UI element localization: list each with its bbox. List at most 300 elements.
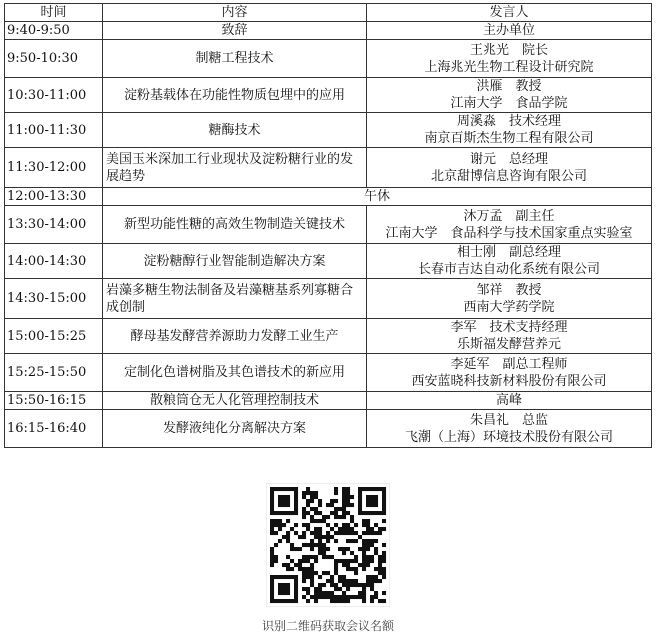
qr-module (310, 567, 314, 571)
qr-module (270, 523, 274, 527)
qr-module (374, 531, 378, 535)
qr-module (310, 583, 314, 587)
qr-module (342, 515, 346, 519)
qr-module (290, 527, 294, 531)
qr-module (322, 583, 326, 587)
qr-module (326, 523, 330, 527)
qr-module (302, 543, 306, 547)
qr-module (378, 559, 382, 563)
qr-module (346, 587, 350, 591)
qr-module (350, 579, 354, 583)
qr-module (334, 531, 338, 535)
row-speaker (367, 279, 652, 319)
qr-module (286, 503, 290, 507)
qr-module (310, 495, 314, 499)
qr-module (322, 547, 326, 551)
qr-module (326, 535, 330, 539)
qr-module (366, 543, 370, 547)
qr-module (270, 495, 274, 499)
qr-module (302, 511, 306, 515)
qr-module (370, 575, 374, 579)
qr-module (354, 531, 358, 535)
speaker-org: 北京甜博信息咨询有限公司 (430, 168, 587, 184)
qr-module (374, 547, 378, 551)
qr-module (338, 559, 342, 563)
qr-module (342, 487, 346, 491)
qr-module (362, 591, 366, 595)
qr-module (346, 487, 350, 491)
qr-module (294, 595, 298, 599)
qr-module (270, 599, 274, 603)
qr-module (366, 503, 370, 507)
qr-module (378, 571, 382, 575)
agenda-row (5, 244, 652, 279)
qr-module (370, 527, 374, 531)
qr-module (346, 495, 350, 499)
qr-module (338, 527, 342, 531)
qr-module (306, 571, 310, 575)
qr-module (342, 531, 346, 535)
qr-module (342, 595, 346, 599)
row-topic: 发酵液纯化分离解决方案 (103, 410, 367, 448)
qr-module (366, 563, 370, 567)
qr-module (278, 499, 282, 503)
qr-module (342, 583, 346, 587)
speaker-org: 江南大学 食品科学与技术国家重点实验室 (385, 225, 633, 241)
qr-module (374, 511, 378, 515)
row-topic: 岩藻多糖生物法制备及岩藻糖基系列寡糖合成创制 (103, 279, 367, 319)
qr-module (270, 519, 274, 523)
qr-module (354, 559, 358, 563)
qr-module (346, 503, 350, 507)
qr-module (350, 583, 354, 587)
qr-module (294, 491, 298, 495)
row-speaker (367, 113, 652, 148)
qr-module (378, 599, 382, 603)
row-time: 9:40-9:50 (5, 22, 103, 40)
qr-module (270, 555, 274, 559)
qr-module (342, 559, 346, 563)
qr-module (306, 511, 310, 515)
qr-module (306, 599, 310, 603)
qr-module (278, 575, 282, 579)
qr-module (362, 599, 366, 603)
qr-module (278, 591, 282, 595)
qr-module (342, 563, 346, 567)
qr-module (346, 523, 350, 527)
qr-module (306, 567, 310, 571)
agenda-row (5, 40, 652, 78)
qr-module (370, 543, 374, 547)
qr-module (382, 567, 386, 571)
qr-module (334, 595, 338, 599)
qr-module (330, 599, 334, 603)
qr-module (282, 487, 286, 491)
qr-module (346, 547, 350, 551)
qr-module (382, 519, 386, 523)
qr-module (378, 563, 382, 567)
qr-module (358, 591, 362, 595)
row-speaker (367, 148, 652, 188)
row-time: 15:00-15:25 (5, 319, 103, 354)
qr-module (282, 499, 286, 503)
qr-module (318, 551, 322, 555)
qr-module (286, 583, 290, 587)
speaker-name: 邹祥 教授 (476, 282, 542, 298)
qr-module (326, 539, 330, 543)
qr-module (270, 579, 274, 583)
qr-module (294, 507, 298, 511)
qr-module (366, 511, 370, 515)
header-topic: 内容 (103, 4, 367, 22)
qr-module (358, 535, 362, 539)
qr-module (302, 595, 306, 599)
qr-module (370, 587, 374, 591)
qr-module (374, 551, 378, 555)
agenda-body (5, 22, 652, 448)
qr-module (278, 599, 282, 603)
qr-module (294, 523, 298, 527)
qr-module (270, 591, 274, 595)
speaker-name: 周溪淼 技术经理 (456, 114, 561, 129)
qr-module (374, 523, 378, 527)
qr-module (382, 543, 386, 547)
qr-module (342, 575, 346, 579)
row-time: 10:30-11:00 (5, 78, 103, 113)
qr-module (330, 511, 334, 515)
qr-module (346, 563, 350, 567)
qr-module (274, 511, 278, 515)
qr-module (354, 567, 358, 571)
qr-module (282, 583, 286, 587)
row-time: 12:00-13:30 (5, 188, 103, 206)
qr-module (298, 567, 302, 571)
speaker-name: 李军 技术支持经理 (450, 320, 568, 335)
qr-module (338, 599, 342, 603)
qr-module (282, 535, 286, 539)
speaker-org: 乐斯福发酵营养元 (456, 337, 561, 352)
qr-module (310, 499, 314, 503)
speaker-name: 高峰 (495, 393, 522, 408)
qr-module (302, 575, 306, 579)
qr-module (270, 587, 274, 591)
qr-module (362, 555, 366, 559)
qr-module (302, 579, 306, 583)
qr-module (374, 567, 378, 571)
qr-module (346, 527, 350, 531)
qr-module (370, 487, 374, 491)
qr-module (294, 487, 298, 491)
qr-module (362, 531, 366, 535)
qr-module (362, 487, 366, 491)
header-speaker: 发言人 (367, 4, 652, 22)
qr-module (282, 511, 286, 515)
qr-module (310, 543, 314, 547)
qr-module (362, 519, 366, 523)
qr-module (350, 531, 354, 535)
qr-module (294, 511, 298, 515)
row-speaker (367, 244, 652, 279)
qr-module (374, 539, 378, 543)
qr-module (346, 539, 350, 543)
qr-module (374, 579, 378, 583)
qr-module (330, 503, 334, 507)
qr-module (374, 499, 378, 503)
qr-module (362, 563, 366, 567)
qr-module (370, 579, 374, 583)
row-speaker (367, 410, 652, 448)
qr-module (310, 571, 314, 575)
qr-module (302, 535, 306, 539)
qr-module (314, 491, 318, 495)
row-time: 15:50-16:15 (5, 392, 103, 410)
qr-module (286, 599, 290, 603)
qr-module (362, 539, 366, 543)
qr-module (342, 579, 346, 583)
qr-module (322, 551, 326, 555)
row-time: 11:00-11:30 (5, 113, 103, 148)
qr-module (354, 539, 358, 543)
qr-module (330, 575, 334, 579)
qr-module (278, 503, 282, 507)
qr-module (358, 503, 362, 507)
qr-module (302, 559, 306, 563)
qr-module (334, 511, 338, 515)
qr-module (310, 539, 314, 543)
agenda-row (5, 354, 652, 392)
row-time: 13:30-14:00 (5, 206, 103, 244)
qr-module (338, 587, 342, 591)
header-time: 时间 (5, 4, 103, 22)
qr-module (294, 503, 298, 507)
qr-module (314, 571, 318, 575)
qr-module (310, 547, 314, 551)
qr-module (342, 495, 346, 499)
row-topic: 淀粉糖醇行业智能制造解决方案 (103, 244, 367, 279)
qr-module (310, 519, 314, 523)
qr-module (270, 491, 274, 495)
qr-module (326, 503, 330, 507)
qr-module (270, 559, 274, 563)
speaker-name: 沐万孟 副主任 (463, 208, 555, 224)
qr-module (326, 571, 330, 575)
qr-module (318, 539, 322, 543)
qr-module (382, 503, 386, 507)
qr-module (378, 555, 382, 559)
qr-module (318, 519, 322, 523)
qr-module (302, 555, 306, 559)
qr-module (270, 547, 274, 551)
qr-module (370, 503, 374, 507)
qr-module (294, 547, 298, 551)
qr-module (274, 523, 278, 527)
qr-module (286, 531, 290, 535)
qr-module (330, 591, 334, 595)
row-time: 16:15-16:40 (5, 410, 103, 448)
qr-module (338, 507, 342, 511)
qr-module (382, 575, 386, 579)
qr-module (310, 555, 314, 559)
agenda-row (5, 148, 652, 188)
qr-module (366, 495, 370, 499)
qr-module (342, 547, 346, 551)
qr-module (334, 563, 338, 567)
qr-module (310, 507, 314, 511)
agenda-table (4, 3, 652, 448)
qr-module (314, 555, 318, 559)
row-speaker (367, 40, 652, 78)
row-topic: 制糖工程技术 (103, 40, 367, 78)
row-topic: 淀粉基载体在功能性物质包埋中的应用 (103, 78, 367, 113)
qr-module (318, 547, 322, 551)
qr-module (382, 487, 386, 491)
row-speaker (367, 206, 652, 244)
qr-module (286, 563, 290, 567)
qr-module (302, 567, 306, 571)
qr-module (270, 551, 274, 555)
qr-module (366, 531, 370, 535)
qr-module (338, 515, 342, 519)
qr-module (330, 595, 334, 599)
qr-module (274, 531, 278, 535)
row-speaker (367, 22, 652, 40)
qr-module (346, 595, 350, 599)
qr-module (270, 595, 274, 599)
qr-module (334, 559, 338, 563)
qr-module (370, 555, 374, 559)
qr-module (286, 591, 290, 595)
qr-module (286, 539, 290, 543)
qr-module (306, 555, 310, 559)
row-time: 9:50-10:30 (5, 40, 103, 78)
qr-module (274, 575, 278, 579)
qr-module (326, 531, 330, 535)
qr-module (334, 515, 338, 519)
speaker-name: 王兆光 院长 (469, 42, 548, 58)
qr-module (306, 591, 310, 595)
qr-module (310, 563, 314, 567)
qr-module (330, 579, 334, 583)
qr-module (350, 595, 354, 599)
qr-module (382, 571, 386, 575)
speaker-org: 长春市吉达自动化系统有限公司 (417, 262, 600, 277)
qr-module (286, 519, 290, 523)
qr-module (270, 507, 274, 511)
qr-module (270, 575, 274, 579)
qr-module (366, 487, 370, 491)
qr-module (366, 499, 370, 503)
qr-module (270, 503, 274, 507)
qr-module (298, 535, 302, 539)
qr-module (382, 499, 386, 503)
qr-module (366, 527, 370, 531)
qr-module (362, 551, 366, 555)
qr-module (286, 575, 290, 579)
qr-module (370, 499, 374, 503)
row-topic: 新型功能性糖的高效生物制造关键技术 (103, 206, 367, 244)
row-topic: 散粮筒仓无人化管理控制技术 (103, 392, 367, 410)
qr-module (354, 579, 358, 583)
qr-module (306, 559, 310, 563)
qr-module (278, 583, 282, 587)
qr-module (318, 527, 322, 531)
qr-module (306, 587, 310, 591)
speaker-org: 西安蓝晓科技新材料股份有限公司 (411, 373, 607, 389)
agenda-row (5, 392, 652, 410)
qr-module (294, 563, 298, 567)
qr-module (298, 559, 302, 563)
qr-module (302, 531, 306, 535)
agenda-row (5, 319, 652, 354)
qr-module (314, 595, 318, 599)
qr-module (338, 575, 342, 579)
qr-module (278, 523, 282, 527)
qr-module (366, 559, 370, 563)
qr-module (370, 599, 374, 603)
qr-module (362, 559, 366, 563)
speaker-name: 主办单位 (482, 23, 535, 38)
qr-module (314, 495, 318, 499)
qr-module (362, 595, 366, 599)
qr-module (290, 575, 294, 579)
qr-module (294, 587, 298, 591)
qr-module (338, 595, 342, 599)
qr-module (374, 595, 378, 599)
qr-module (306, 499, 310, 503)
speaker-name: 洪雁 教授 (476, 79, 542, 94)
qr-module (342, 591, 346, 595)
qr-module (294, 575, 298, 579)
qr-code (266, 483, 390, 607)
row-topic: 美国玉米深加工行业现状及淀粉糖行业的发展趋势 (103, 148, 367, 188)
qr-module (350, 539, 354, 543)
qr-module (342, 551, 346, 555)
qr-module (282, 523, 286, 527)
qr-module (334, 491, 338, 495)
qr-module (302, 587, 306, 591)
qr-module (350, 567, 354, 571)
qr-module (294, 591, 298, 595)
row-speaker (367, 392, 652, 410)
qr-module (382, 551, 386, 555)
qr-caption: 识别二维码获取会议名额 (261, 619, 394, 633)
qr-module (270, 531, 274, 535)
qr-module (314, 535, 318, 539)
qr-module (334, 583, 338, 587)
agenda-row (5, 279, 652, 319)
qr-module (378, 527, 382, 531)
speaker-name: 李延军 副总工程师 (450, 356, 568, 372)
qr-module (282, 591, 286, 595)
qr-module (318, 535, 322, 539)
qr-module (362, 523, 366, 527)
qr-module (350, 519, 354, 523)
qr-module (358, 511, 362, 515)
qr-module (282, 587, 286, 591)
qr-module (302, 515, 306, 519)
qr-module (278, 539, 282, 543)
qr-module (298, 563, 302, 567)
qr-module (314, 587, 318, 591)
qr-module (362, 583, 366, 587)
qr-module (366, 547, 370, 551)
agenda-row (5, 410, 652, 448)
qr-module (358, 563, 362, 567)
qr-module (346, 567, 350, 571)
qr-module (278, 511, 282, 515)
speaker-org: 飞潮（上海）环境技术股份有限公司 (404, 429, 613, 445)
qr-module (346, 559, 350, 563)
